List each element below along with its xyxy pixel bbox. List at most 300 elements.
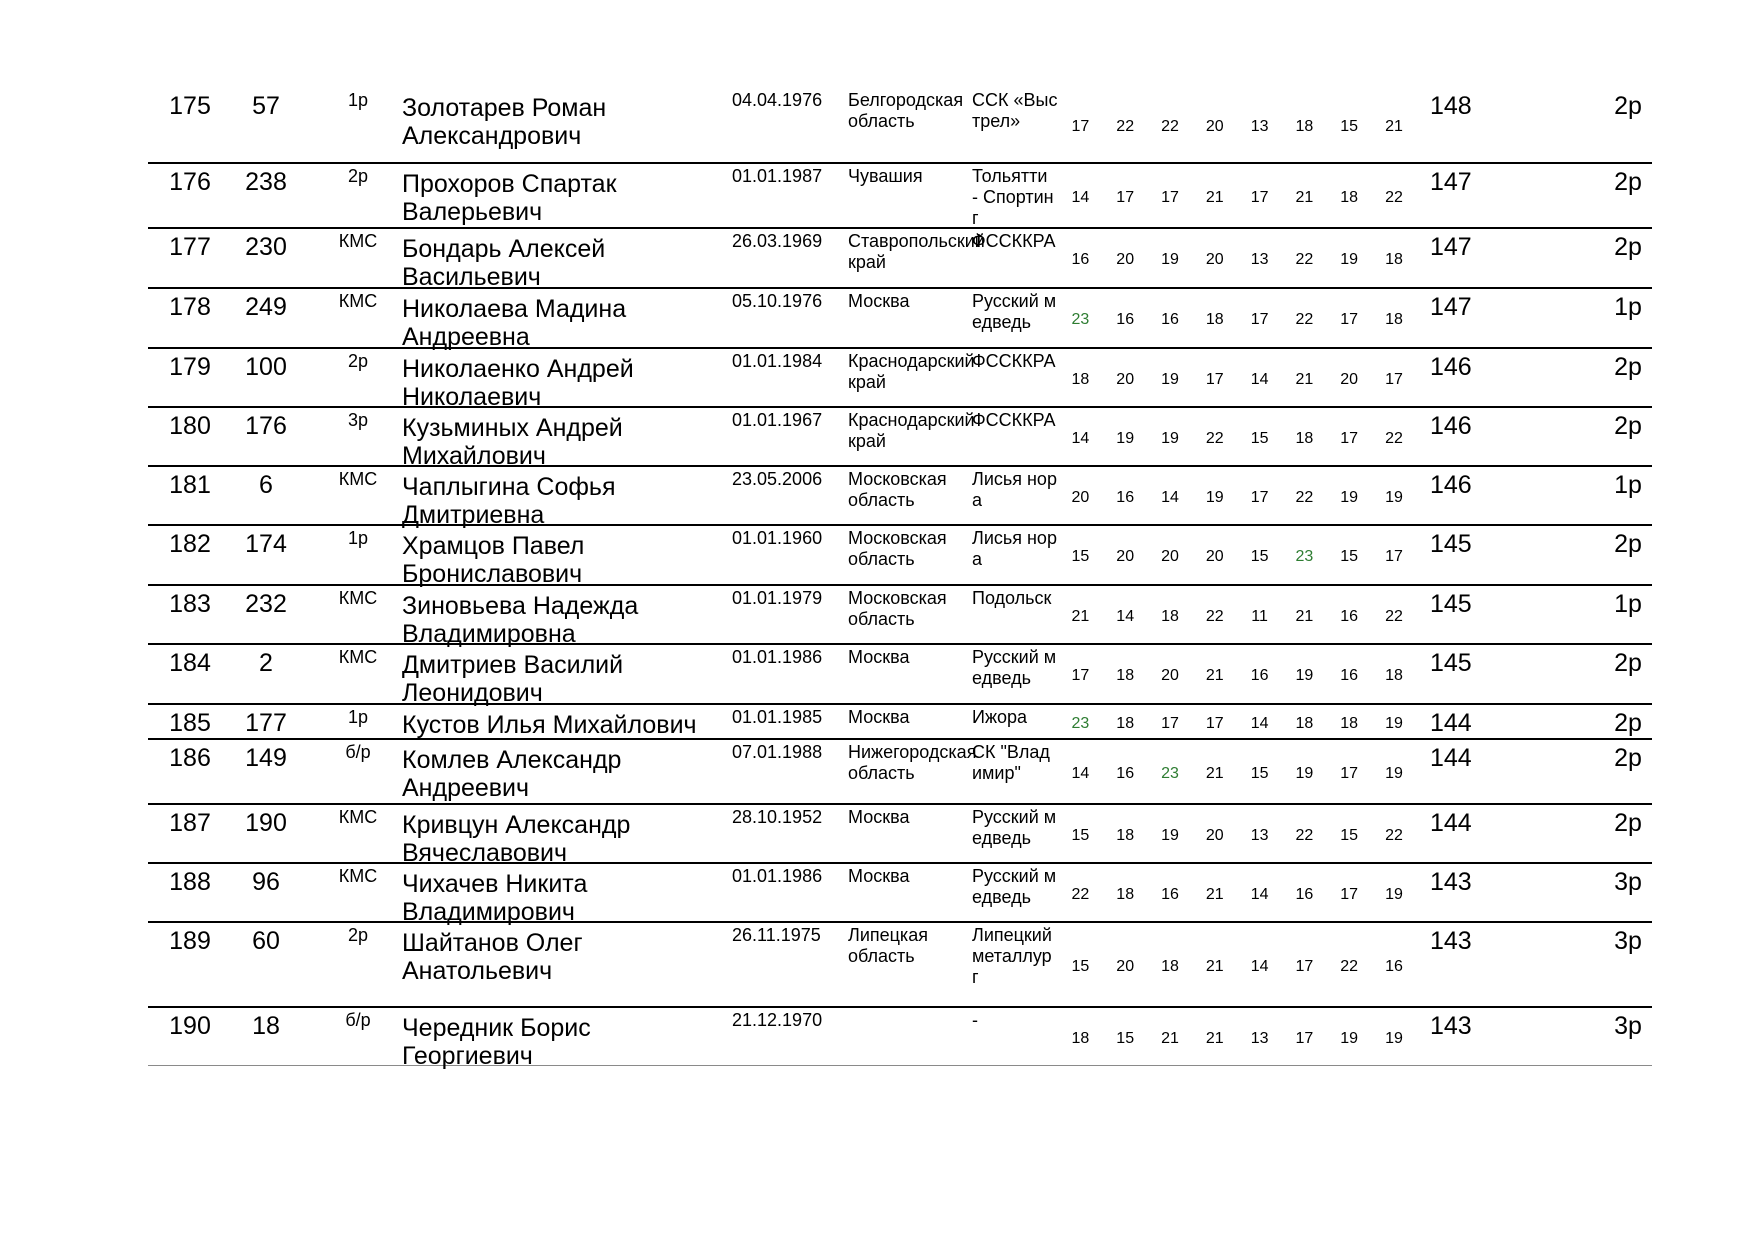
score-cell: 19: [1161, 429, 1179, 447]
score-cell: 22: [1385, 429, 1403, 447]
rank-cell: КМС: [338, 807, 378, 827]
region-cell: Московская область: [848, 528, 947, 569]
number-cell: 174: [245, 530, 287, 558]
score-cell: 16: [1340, 607, 1359, 625]
club-cell: Лисья нора: [972, 528, 1057, 569]
name-cell: Зиновьева Надежда Владимировна: [402, 592, 639, 648]
score-cell: 19: [1295, 764, 1314, 782]
score-cell: 17: [1250, 188, 1269, 206]
score-cell: 21: [1205, 885, 1224, 903]
score-cell: 23: [1161, 764, 1179, 782]
scores-group: [1058, 526, 1418, 584]
score-cell: 19: [1340, 251, 1359, 268]
score-cell: 16: [1116, 311, 1135, 328]
total-cell: 144: [1430, 744, 1472, 772]
category-cell: 1р: [1614, 590, 1642, 618]
category-cell: 3р: [1614, 868, 1642, 896]
score-cell: 17: [1340, 429, 1359, 447]
score-cell: 18: [1205, 311, 1224, 328]
score-cell: 15: [1071, 826, 1090, 844]
score-cell: 19: [1385, 488, 1403, 506]
table-row: [148, 164, 1652, 229]
birth-date-cell: 01.01.1984: [732, 351, 823, 371]
table-row: [148, 805, 1652, 867]
scores-group: [1058, 740, 1418, 803]
scores-group: [1058, 229, 1418, 287]
score-cell: 14: [1116, 607, 1135, 625]
table-row: [148, 408, 1652, 470]
rank-cell: КМС: [338, 291, 378, 311]
total-cell: 143: [1430, 868, 1472, 896]
category-cell: 3р: [1614, 1012, 1642, 1040]
place-cell: 178: [169, 293, 211, 321]
score-cell: 16: [1116, 488, 1135, 506]
rank-cell: КМС: [338, 231, 378, 251]
score-cell: 15: [1250, 764, 1269, 782]
name-cell: Прохоров Спартак Валерьевич: [402, 170, 617, 226]
club-cell: Русский медведь: [972, 866, 1057, 907]
score-cell: 18: [1385, 667, 1403, 684]
rank-cell: КМС: [338, 469, 378, 489]
score-cell: 20: [1116, 251, 1135, 268]
birth-date-cell: 07.01.1988: [732, 742, 823, 762]
score-cell: 18: [1116, 885, 1135, 903]
score-cell: 18: [1385, 251, 1403, 268]
score-cell: 17: [1116, 188, 1135, 206]
score-cell: 17: [1205, 370, 1224, 388]
score-cell: 15: [1071, 957, 1090, 975]
score-cell: 18: [1385, 311, 1403, 328]
rank-cell: 2р: [347, 166, 369, 186]
category-cell: 2р: [1614, 649, 1642, 677]
scores-group: [1058, 349, 1418, 406]
score-cell: 21: [1071, 607, 1090, 625]
score-cell: 11: [1251, 607, 1268, 625]
total-cell: 145: [1430, 649, 1472, 677]
score-cell: 22: [1295, 251, 1314, 268]
place-cell: 183: [169, 590, 211, 618]
number-cell: 177: [245, 709, 287, 737]
score-cell: 21: [1205, 667, 1224, 684]
score-cell: 22: [1340, 957, 1359, 975]
club-cell: ССК «Выстрел»: [972, 90, 1058, 131]
score-cell: 14: [1250, 714, 1269, 732]
score-cell: 19: [1340, 488, 1359, 506]
table-row: [148, 705, 1652, 740]
score-cell: 20: [1205, 251, 1224, 268]
score-cell: 17: [1250, 488, 1269, 506]
scores-group: [1058, 289, 1418, 347]
name-cell: Храмцов Павел Брониславович: [402, 532, 585, 588]
score-cell: 20: [1161, 548, 1179, 565]
name-cell: Кривцун Александр Вячеславович: [402, 811, 631, 867]
score-cell: 20: [1205, 118, 1224, 135]
score-cell: 14: [1250, 885, 1269, 903]
table-row: [148, 467, 1652, 529]
score-cell: 19: [1161, 251, 1179, 268]
name-cell: Золотарев Роман Александрович: [402, 94, 607, 150]
score-cell: 20: [1116, 957, 1135, 975]
place-cell: 188: [169, 868, 211, 896]
birth-date-cell: 01.01.1986: [732, 866, 823, 886]
score-cell: 21: [1205, 1029, 1224, 1047]
region-cell: Краснодарский край: [848, 410, 975, 451]
rank-cell: 1р: [347, 528, 369, 548]
table-row: [148, 645, 1652, 705]
club-cell: СК "Владимир": [972, 742, 1050, 783]
name-cell: Кузьминых Андрей Михайлович: [402, 414, 623, 470]
place-cell: 186: [169, 744, 211, 772]
category-cell: 2р: [1614, 709, 1642, 737]
number-cell: 18: [252, 1012, 280, 1040]
region-cell: Краснодарский край: [848, 351, 975, 392]
score-cell: 20: [1205, 826, 1224, 844]
rank-cell: КМС: [338, 647, 378, 667]
table-row: [148, 289, 1652, 349]
score-cell: 19: [1385, 714, 1403, 732]
score-cell: 22: [1295, 826, 1314, 844]
score-cell: 16: [1385, 957, 1403, 975]
region-cell: Москва: [848, 647, 910, 667]
total-cell: 148: [1430, 92, 1472, 120]
score-cell: 22: [1295, 488, 1314, 506]
score-cell: 18: [1071, 1029, 1090, 1047]
score-cell: 13: [1250, 826, 1269, 844]
birth-date-cell: 04.04.1976: [732, 90, 823, 110]
scores-group: [1058, 923, 1418, 1006]
score-cell: 17: [1340, 311, 1359, 328]
birth-date-cell: 26.03.1969: [732, 231, 823, 251]
score-cell: 19: [1385, 764, 1403, 782]
table-row: [148, 349, 1652, 411]
category-cell: 2р: [1614, 353, 1642, 381]
category-cell: 3р: [1614, 927, 1642, 955]
score-cell: 15: [1340, 118, 1359, 135]
score-cell: 17: [1071, 118, 1090, 135]
scores-group: [1058, 408, 1418, 465]
score-cell: 15: [1250, 429, 1269, 447]
score-cell: 17: [1295, 1029, 1314, 1047]
score-cell: 22: [1205, 429, 1224, 447]
table-row: [148, 1008, 1652, 1070]
score-cell: 17: [1071, 667, 1090, 684]
club-cell: ФССККРА: [972, 410, 1056, 430]
category-cell: 1р: [1614, 471, 1642, 499]
table-row: [148, 526, 1652, 586]
score-cell: 17: [1250, 311, 1269, 328]
score-cell: 18: [1340, 714, 1359, 732]
score-cell: 15: [1071, 548, 1090, 565]
table-row: [148, 229, 1652, 289]
score-cell: 22: [1385, 826, 1403, 844]
score-cell: 17: [1340, 885, 1359, 903]
birth-date-cell: 01.01.1979: [732, 588, 823, 608]
score-cell: 19: [1295, 667, 1314, 684]
club-cell: Липецкий металлург: [972, 925, 1052, 987]
score-cell: 16: [1340, 667, 1359, 684]
score-cell: 18: [1116, 714, 1135, 732]
score-cell: 22: [1205, 607, 1224, 625]
score-cell: 18: [1116, 667, 1135, 684]
scores-group: [1058, 864, 1418, 921]
name-cell: Дмитриев Василий Леонидович: [402, 651, 624, 707]
name-cell: Чаплыгина Софья Дмитриевна: [402, 473, 616, 529]
number-cell: 238: [245, 168, 287, 196]
rank-cell: 1р: [347, 90, 369, 110]
score-cell: 16: [1295, 885, 1314, 903]
score-cell: 22: [1116, 118, 1135, 135]
club-cell: Лисья нора: [972, 469, 1057, 510]
number-cell: 190: [245, 809, 287, 837]
score-cell: 19: [1161, 826, 1179, 844]
place-cell: 185: [169, 709, 211, 737]
place-cell: 177: [169, 233, 211, 261]
category-cell: 2р: [1614, 233, 1642, 261]
category-cell: 2р: [1614, 168, 1642, 196]
scores-group: [1058, 1008, 1418, 1065]
region-cell: Московская область: [848, 469, 947, 510]
score-cell: 21: [1295, 188, 1314, 206]
name-cell: Чихачев Никита Владимирович: [402, 870, 588, 926]
number-cell: 60: [252, 927, 280, 955]
region-cell: Ставропольский край: [848, 231, 985, 272]
total-cell: 146: [1430, 353, 1472, 381]
score-cell: 18: [1295, 429, 1314, 447]
score-cell: 14: [1071, 429, 1090, 447]
birth-date-cell: 01.01.1967: [732, 410, 823, 430]
scores-group: [1058, 586, 1418, 643]
score-cell: 22: [1071, 885, 1090, 903]
total-cell: 143: [1430, 927, 1472, 955]
number-cell: 2: [259, 649, 273, 677]
score-cell: 21: [1205, 957, 1224, 975]
number-cell: 249: [245, 293, 287, 321]
club-cell: ФССККРА: [972, 351, 1056, 371]
score-cell: 23: [1071, 311, 1090, 328]
rank-cell: 3р: [347, 410, 369, 430]
table-row: [148, 88, 1652, 164]
score-cell: 18: [1295, 714, 1314, 732]
rank-cell: 2р: [347, 351, 369, 371]
score-cell: 13: [1250, 1029, 1269, 1047]
score-cell: 16: [1161, 311, 1179, 328]
name-cell: Шайтанов Олег Анатольевич: [402, 929, 583, 985]
score-cell: 18: [1340, 188, 1359, 206]
club-cell: Русский медведь: [972, 291, 1057, 332]
score-cell: 19: [1205, 488, 1224, 506]
name-cell: Николаенко Андрей Николаевич: [402, 355, 634, 411]
region-cell: Москва: [848, 707, 910, 727]
score-cell: 14: [1071, 188, 1090, 206]
name-cell: Бондарь Алексей Васильевич: [402, 235, 606, 291]
score-cell: 14: [1071, 764, 1090, 782]
birth-date-cell: 21.12.1970: [732, 1010, 823, 1030]
region-cell: Москва: [848, 866, 910, 886]
score-cell: 13: [1250, 251, 1269, 268]
score-cell: 22: [1295, 311, 1314, 328]
score-cell: 23: [1295, 548, 1314, 565]
category-cell: 2р: [1614, 809, 1642, 837]
rank-cell: КМС: [338, 866, 378, 886]
score-cell: 17: [1161, 188, 1179, 206]
scores-group: [1058, 705, 1418, 738]
score-cell: 17: [1340, 764, 1359, 782]
score-cell: 13: [1250, 118, 1269, 135]
club-cell: Подольск: [972, 588, 1052, 608]
birth-date-cell: 01.01.1986: [732, 647, 823, 667]
region-cell: Нижегородская область: [848, 742, 977, 783]
club-cell: Ижора: [972, 707, 1028, 727]
score-cell: 17: [1295, 957, 1314, 975]
region-cell: Московская область: [848, 588, 947, 629]
region-cell: Белгородская область: [848, 90, 964, 131]
table-row: [148, 864, 1652, 926]
place-cell: 190: [169, 1012, 211, 1040]
table-row: [148, 586, 1652, 648]
table-row: [148, 740, 1652, 805]
rank-cell: б/р: [345, 1010, 371, 1030]
score-cell: 15: [1340, 826, 1359, 844]
total-cell: 146: [1430, 471, 1472, 499]
score-cell: 21: [1295, 370, 1314, 388]
score-cell: 16: [1071, 251, 1090, 268]
number-cell: 96: [252, 868, 280, 896]
number-cell: 230: [245, 233, 287, 261]
name-cell: Николаева Мадина Андреевна: [402, 295, 627, 351]
score-cell: 18: [1116, 826, 1135, 844]
club-cell: Русский медведь: [972, 807, 1057, 848]
score-cell: 14: [1250, 957, 1269, 975]
score-cell: 20: [1116, 548, 1135, 565]
scores-group: [1058, 88, 1418, 162]
score-cell: 18: [1161, 957, 1179, 975]
birth-date-cell: 01.01.1987: [732, 166, 823, 186]
number-cell: 149: [245, 744, 287, 772]
results-table: [148, 88, 1652, 1070]
score-cell: 20: [1340, 370, 1359, 388]
club-cell: Тольятти - Спортинг: [972, 166, 1054, 228]
place-cell: 175: [169, 92, 211, 120]
rank-cell: б/р: [345, 742, 371, 762]
score-cell: 16: [1116, 764, 1135, 782]
number-cell: 57: [252, 92, 280, 120]
region-cell: Москва: [848, 291, 910, 311]
score-cell: 20: [1071, 488, 1090, 506]
score-cell: 19: [1385, 885, 1403, 903]
place-cell: 176: [169, 168, 211, 196]
region-cell: Москва: [848, 807, 910, 827]
score-cell: 17: [1385, 370, 1403, 388]
club-cell: Русский медведь: [972, 647, 1057, 688]
total-cell: 144: [1430, 809, 1472, 837]
place-cell: 187: [169, 809, 211, 837]
total-cell: 147: [1430, 233, 1472, 261]
category-cell: 2р: [1614, 530, 1642, 558]
club-cell: -: [972, 1010, 978, 1030]
birth-date-cell: 26.11.1975: [732, 925, 821, 945]
score-cell: 20: [1205, 548, 1224, 565]
place-cell: 181: [169, 471, 211, 499]
score-cell: 21: [1205, 764, 1224, 782]
score-cell: 16: [1161, 885, 1179, 903]
total-cell: 144: [1430, 709, 1472, 737]
rank-cell: 2р: [347, 925, 369, 945]
category-cell: 2р: [1614, 744, 1642, 772]
category-cell: 1р: [1614, 293, 1642, 321]
scores-group: [1058, 164, 1418, 227]
region-cell: Липецкая область: [848, 925, 928, 966]
birth-date-cell: 05.10.1976: [732, 291, 823, 311]
place-cell: 189: [169, 927, 211, 955]
total-cell: 145: [1430, 590, 1472, 618]
scores-group: [1058, 467, 1418, 524]
score-cell: 22: [1385, 607, 1403, 625]
region-cell: Чувашия: [848, 166, 923, 186]
score-cell: 15: [1250, 548, 1269, 565]
score-cell: 22: [1385, 188, 1403, 206]
scores-group: [1058, 645, 1418, 703]
total-cell: 147: [1430, 293, 1472, 321]
number-cell: 100: [245, 353, 287, 381]
score-cell: 19: [1161, 370, 1179, 388]
score-cell: 20: [1161, 667, 1179, 684]
score-cell: 18: [1161, 607, 1179, 625]
score-cell: 21: [1385, 118, 1403, 135]
place-cell: 179: [169, 353, 211, 381]
birth-date-cell: 01.01.1985: [732, 707, 823, 727]
score-cell: 16: [1250, 667, 1269, 684]
table-row: [148, 923, 1652, 1008]
score-cell: 22: [1161, 118, 1179, 135]
club-cell: ФССККРА: [972, 231, 1056, 251]
rank-cell: 1р: [347, 707, 369, 727]
number-cell: 176: [245, 412, 287, 440]
score-cell: 19: [1340, 1029, 1359, 1047]
birth-date-cell: 23.05.2006: [732, 469, 823, 489]
birth-date-cell: 01.01.1960: [732, 528, 823, 548]
score-cell: 18: [1071, 370, 1090, 388]
score-cell: 20: [1116, 370, 1135, 388]
score-cell: 15: [1116, 1029, 1135, 1047]
score-cell: 19: [1116, 429, 1135, 447]
place-cell: 184: [169, 649, 211, 677]
score-cell: 18: [1295, 118, 1314, 135]
score-cell: 23: [1071, 714, 1090, 732]
number-cell: 6: [259, 471, 273, 499]
score-cell: 17: [1161, 714, 1179, 732]
category-cell: 2р: [1614, 412, 1642, 440]
score-cell: 14: [1250, 370, 1269, 388]
total-cell: 147: [1430, 168, 1472, 196]
name-cell: Чередник Борис Георгиевич: [402, 1014, 591, 1070]
name-cell: Комлев Александр Андреевич: [402, 746, 622, 802]
score-cell: 17: [1205, 714, 1224, 732]
place-cell: 180: [169, 412, 211, 440]
score-cell: 15: [1340, 548, 1359, 565]
name-cell: Кустов Илья Михайлович: [402, 711, 697, 739]
scores-group: [1058, 805, 1418, 862]
score-cell: 19: [1385, 1029, 1403, 1047]
rank-cell: КМС: [338, 588, 378, 608]
total-cell: 145: [1430, 530, 1472, 558]
total-cell: 143: [1430, 1012, 1472, 1040]
score-cell: 21: [1205, 188, 1224, 206]
score-cell: 17: [1385, 548, 1403, 565]
place-cell: 182: [169, 530, 211, 558]
score-cell: 14: [1161, 488, 1179, 506]
birth-date-cell: 28.10.1952: [732, 807, 823, 827]
score-cell: 21: [1161, 1029, 1179, 1047]
